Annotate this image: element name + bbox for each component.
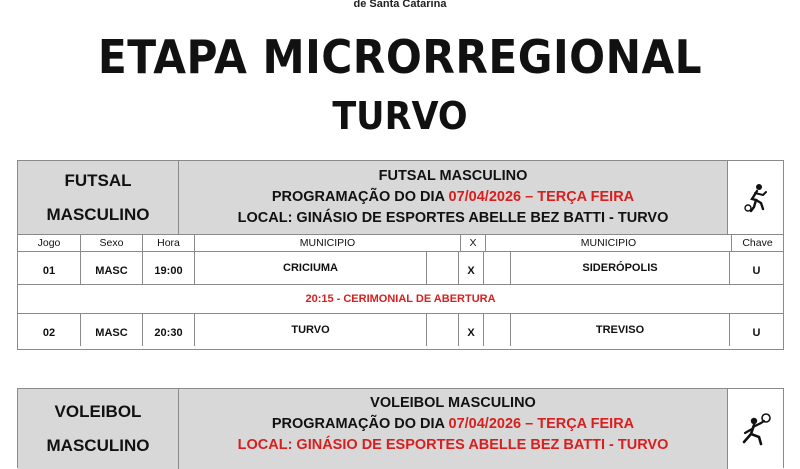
volei-header-row xyxy=(18,389,783,469)
game-key: U xyxy=(752,265,761,277)
home-score xyxy=(427,314,459,346)
organization-line: de Santa Catarina xyxy=(353,0,447,10)
futsal-sport-label xyxy=(18,161,179,234)
volei-date-line xyxy=(272,414,634,435)
away-score xyxy=(484,314,511,346)
futsal-date-prefix: PROGRAMAÇÃO DO DIA xyxy=(271,189,449,205)
volleyball-player-icon xyxy=(728,389,783,469)
column-municipio-home: MUNICIPIO xyxy=(195,235,461,251)
column-hora: Hora xyxy=(143,235,195,251)
futsal-schedule-table xyxy=(17,160,784,350)
table-row xyxy=(18,314,783,346)
soccer-player-icon xyxy=(728,161,783,234)
versus-mark: X xyxy=(459,252,484,284)
futsal-column-headers xyxy=(18,235,783,252)
versus-mark: X xyxy=(459,314,484,346)
volei-sport-line2: MASCULINO xyxy=(46,436,150,455)
futsal-header-row xyxy=(18,161,783,235)
game-time: 20:30 xyxy=(143,314,195,346)
game-sex: MASC xyxy=(81,314,143,346)
game-number: 01 xyxy=(18,252,81,284)
futsal-date-value: 07/04/2026 – TERÇA FEIRA xyxy=(448,189,635,205)
home-municipality: CRICIUMA xyxy=(195,252,427,284)
home-municipality: TURVO xyxy=(195,314,427,346)
volei-sport-label xyxy=(18,389,179,469)
column-sexo: Sexo xyxy=(81,235,143,251)
game-number: 02 xyxy=(18,314,81,346)
volei-date-value: 07/04/2026 – TERÇA FEIRA xyxy=(448,416,635,432)
away-municipality: SIDERÓPOLIS xyxy=(511,252,730,284)
game-key: U xyxy=(752,327,761,339)
futsal-date-line xyxy=(272,187,634,208)
away-municipality: TREVISO xyxy=(511,314,730,346)
volei-info xyxy=(179,389,728,469)
volei-location: LOCAL: GINÁSIO DE ESPORTES ABELLE BEZ BATTI - TURVO xyxy=(237,437,669,453)
column-chave: Chave xyxy=(742,237,773,249)
futsal-location: LOCAL: GINÁSIO DE ESPORTES ABELLE BEZ BATTI - TURVO xyxy=(237,210,669,226)
futsal-sport-line2: MASCULINO xyxy=(46,204,150,224)
volei-info-title: VOLEIBOL MASCULINO xyxy=(370,395,536,411)
opening-ceremony: 20:15 - CERIMONIAL DE ABERTURA xyxy=(18,285,783,314)
page-title: ETAPA MICRORREGIONAL xyxy=(97,30,703,84)
table-row xyxy=(18,252,783,285)
column-x: X xyxy=(461,235,486,251)
futsal-sport-line1: FUTSAL xyxy=(64,170,132,190)
futsal-info-title: FUTSAL MASCULINO xyxy=(378,168,528,184)
volei-schedule-table xyxy=(17,388,784,468)
column-municipio-away: MUNICIPIO xyxy=(486,235,732,251)
home-score xyxy=(427,252,459,284)
game-sex: MASC xyxy=(81,252,143,284)
page-subtitle: TURVO xyxy=(332,94,468,138)
game-time: 19:00 xyxy=(143,252,195,284)
away-score xyxy=(484,252,511,284)
column-jogo: Jogo xyxy=(18,235,81,251)
volei-date-prefix: PROGRAMAÇÃO DO DIA xyxy=(271,416,449,432)
futsal-info xyxy=(179,161,728,234)
volei-sport-line1: VOLEIBOL xyxy=(54,402,142,421)
